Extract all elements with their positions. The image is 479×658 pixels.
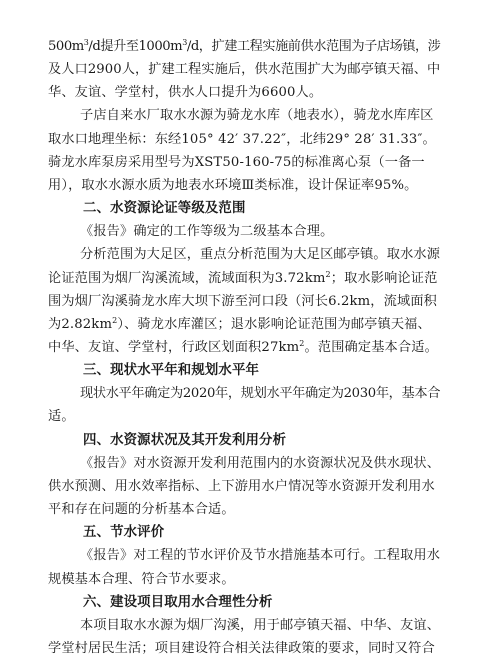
paragraph-line: 《报告》对水资源开发利用范围内的水资源状况及供水现状、 — [80, 456, 441, 471]
paragraph-line: 用），取水水源水质为地表水环境Ⅲ类标准，设计保证率95%。 — [48, 178, 418, 193]
section-heading: 四、水资源状况及其开发利用分析 — [83, 433, 287, 448]
paragraph-line: 适。 — [48, 409, 75, 424]
paragraph-line: 中华、友谊、学堂村，行政区划面积$27km^2$。范围确定基本合适。 — [48, 339, 438, 355]
paragraph-line: 骑龙水库泵房采用型号为XST50-160-75的标准离心泵（一备一 — [48, 155, 425, 170]
paragraph-line: 规模基本合理、符合节水要求。 — [48, 572, 235, 587]
paragraph-line: 现状水平年确定为2020年，规划水平年确定为2030年，基本合 — [80, 386, 441, 401]
paragraph-line: 取水口地理坐标：东经105° 42′ 37.22″，北纬29° 28′ 31.33″。 — [48, 132, 436, 147]
paragraph-line: 平和存在问题的分析基本合适。 — [48, 502, 235, 517]
paragraph-line: 学堂村居民生活；项目建设符合相关法律政策的要求，同时又符合 — [48, 641, 435, 656]
paragraph-line: 供水预测、用水效率指标、上下游用水户情况等水资源开发利用水 — [48, 479, 435, 494]
paragraph-line: 子店自来水厂取水水源为骑龙水库（地表水），骑龙水库库区 — [80, 108, 434, 123]
paragraph-line: 《报告》对工程的节水评价及节水措施基本可行。工程取用水 — [80, 548, 441, 563]
section-heading: 三、现状水平年和规划水平年 — [83, 363, 260, 378]
paragraph-line: 本项目取水水源为烟厂沟溪，用于邮亭镇天福、中华、友谊、 — [80, 618, 441, 633]
paragraph-line: 论证范围为烟厂沟溪流域，流域面积为$3.72km^2$；取水影响论证范 — [48, 270, 438, 286]
section-heading: 五、节水评价 — [83, 525, 165, 540]
paragraph-line: 《报告》确定的工作等级为二级基本合理。 — [80, 224, 334, 239]
paragraph-line: 分析范围为大足区，重点分析范围为大足区邮亭镇。取水水源 — [80, 247, 441, 262]
paragraph-line: 华、友谊、学堂村，供水人口提升为6600人。 — [48, 85, 323, 100]
section-heading: 二、水资源论证等级及范围 — [83, 201, 246, 216]
paragraph-line: 及人口2900人，扩建工程实施后，供水范围扩大为邮亭镇天福、中 — [48, 62, 441, 77]
paragraph-line: $500m^3/d$提升至$1000m^3/d$，扩建工程实施前供水范围为子店场镇，涉 — [48, 38, 441, 54]
section-heading: 六、建设项目取用水合理性分析 — [83, 595, 273, 610]
paragraph-line: 为$2.82km^2$）、骑龙水库灌区；退水影响论证范围为邮亭镇天福、 — [48, 316, 431, 332]
paragraph-line: 围为烟厂沟溪骑龙水库大坝下游至河口段（河长6.2km，流域面积 — [48, 294, 437, 309]
